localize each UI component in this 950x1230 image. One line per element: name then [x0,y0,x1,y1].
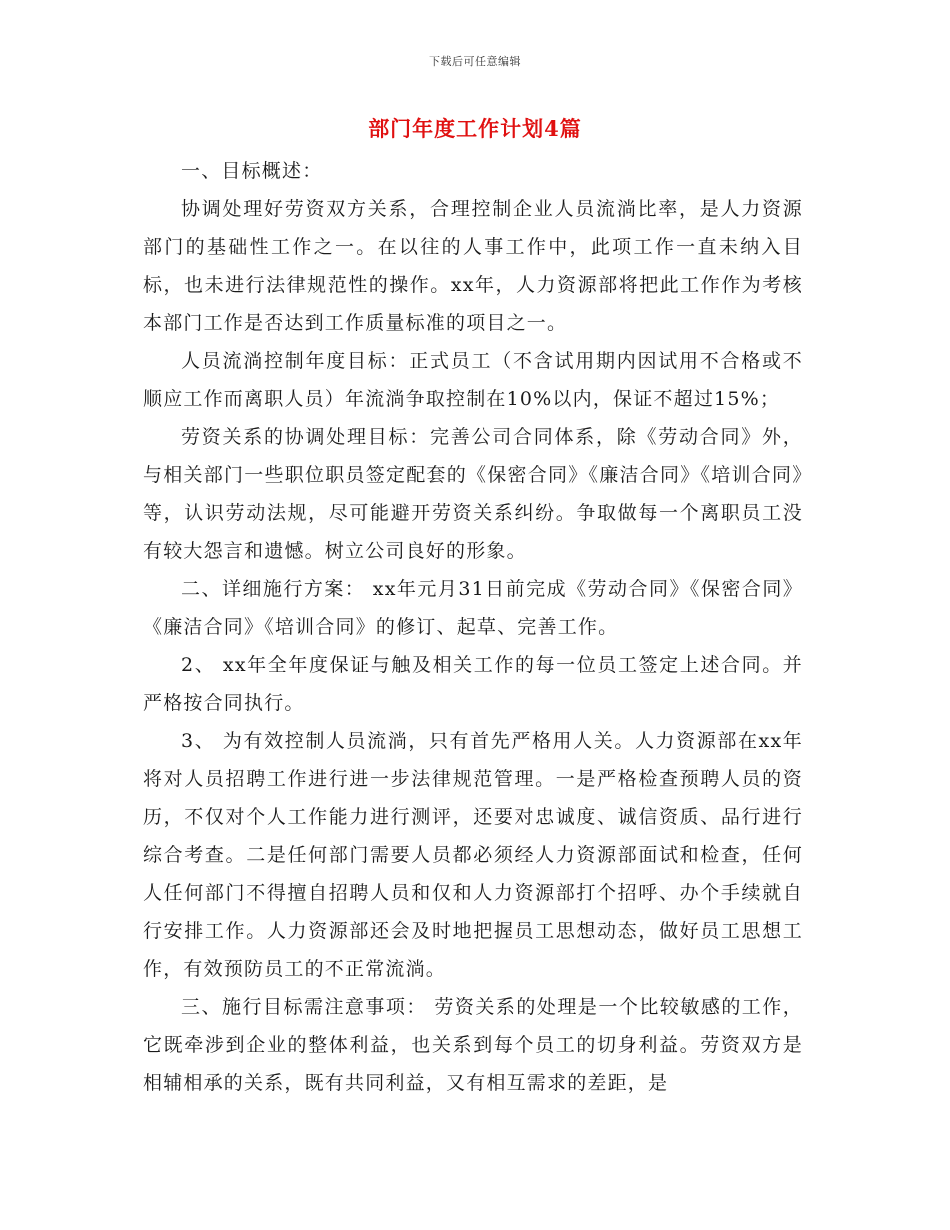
paragraph-turnover-target: 人员流淌控制年度目标：正式员工（不含试用期内因试用不合格或不顺应工作而离职人员）年流淌争取控制在10%以内，保证不超过15%； [143,350,803,410]
header-note: 下载后可任意编辑 [429,55,521,68]
paragraph-coordination-target: 劳资关系的协调处理目标：完善公司合同体系，除《劳动合同》外，与相关部门一些职位职员签定配套的《保密合同》《廉洁合同》《培训合同》等，认识劳动法规，尽可能避开劳资关系纠纷。争取做每一个离职员工没有较大怨言和遗憾。树立公司良好的形象。 [143,426,803,562]
paragraph-item-3: 3、 为有效控制人员流淌，只有首先严格用人关。人力资源部在xx年将对人员招聘工作进行进一步法律规范管理。一是严格检查预聘人员的资历，不仅对个人工作能力进行测评，还要对忠诚度、诚信资质、品行进行综合考查。二是任何部门需要人员都必须经人力资源部面试和检查，任何人任何部门不得擅自招聘人员和仅和人力资源部打个招呼、办个手续就自行安排工作。人力资源部还会及时地把握员工思想动态，做好员工思想工作，有效预防员工的不正常流淌。 [143,730,803,980]
document-title: 部门年度工作计划4篇 [368,116,582,141]
paragraph-labor-relations: 协调处理好劳资双方关系，合理控制企业人员流淌比率，是人力资源部门的基础性工作之一。在以往的人事工作中，此项工作一直未纳入目标，也未进行法律规范性的操作。xx年，人力资源部将把此工作作为考核本部门工作是否达到工作质量标准的项目之一。 [143,198,803,334]
heading-objectives: 一、目标概述： [181,160,323,182]
paragraph-item-2: 2、 xx年全年度保证与触及相关工作的每一位员工签定上述合同。并严格按合同执行。 [143,654,803,714]
paragraph-precautions: 三、施行目标需注意事项： 劳资关系的处理是一个比较敏感的工作，它既牵涉到企业的整体利益，也关系到每个员工的切身利益。劳资双方是相辅相承的关系，既有共同利益，又有相互需求的差距，是 [143,996,803,1094]
paragraph-implementation-plan: 二、详细施行方案： xx年元月31日前完成《劳动合同》《保密合同》《廉洁合同》《培训合同》的修订、起草、完善工作。 [143,578,803,638]
document-body [143,152,803,1102]
